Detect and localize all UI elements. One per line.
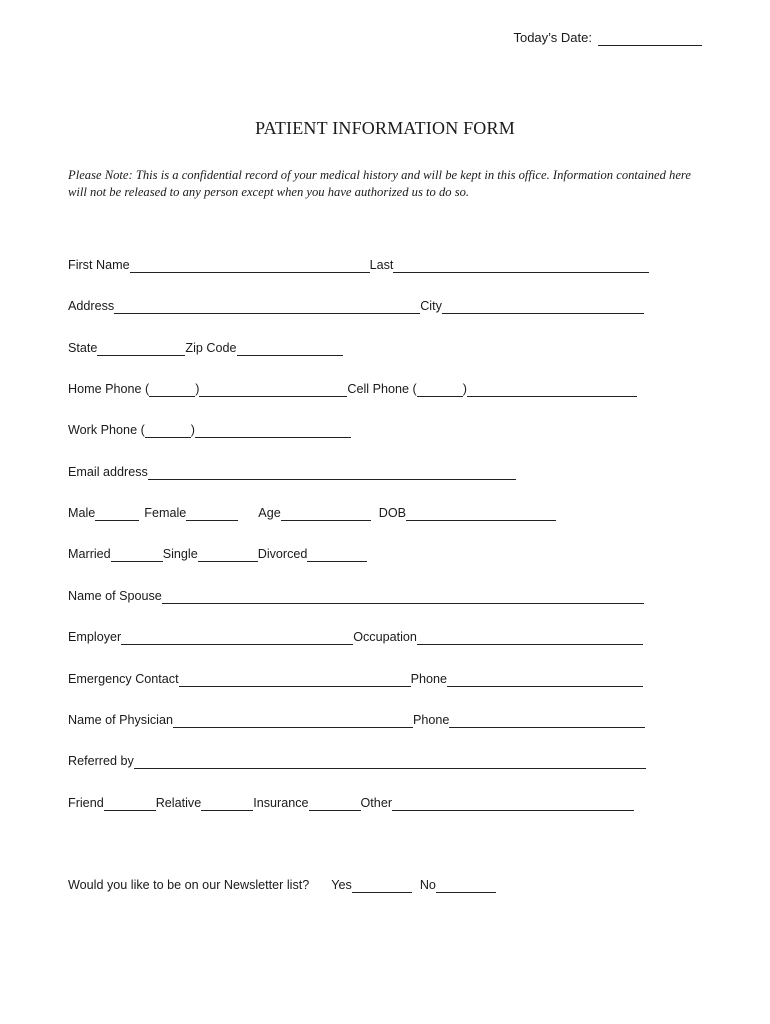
- physician-field[interactable]: [173, 713, 413, 728]
- work-phone-area-code-field[interactable]: [145, 423, 191, 438]
- employer-label: Employer: [68, 630, 122, 644]
- friend-field[interactable]: [104, 796, 156, 811]
- married-field[interactable]: [111, 547, 163, 562]
- friend-label: Friend: [68, 796, 104, 810]
- cell-phone-area-code-field[interactable]: [417, 382, 463, 397]
- zip-code-field[interactable]: [237, 341, 343, 356]
- email-field[interactable]: [148, 465, 516, 480]
- todays-date-field[interactable]: [598, 31, 702, 46]
- todays-date-label: Today’s Date:: [513, 30, 592, 45]
- home-phone-field[interactable]: [199, 382, 347, 397]
- insurance-label: Insurance: [253, 796, 309, 810]
- female-label: Female: [144, 506, 187, 520]
- newsletter-question: Would you like to be on our Newsletter list?: [68, 878, 310, 892]
- first-name-field[interactable]: [130, 258, 370, 273]
- work-phone-row: [68, 420, 351, 438]
- emergency-phone-field[interactable]: [447, 672, 643, 687]
- spouse-field[interactable]: [162, 589, 644, 604]
- divorced-label: Divorced: [257, 547, 308, 561]
- emergency-phone-label: Phone: [410, 672, 448, 686]
- cell-phone-field[interactable]: [467, 382, 637, 397]
- divorced-field[interactable]: [307, 547, 367, 562]
- page-title: PATIENT INFORMATION FORM: [255, 118, 515, 138]
- work-phone-field[interactable]: [195, 423, 351, 438]
- other-label: Other: [360, 796, 393, 810]
- other-field[interactable]: [392, 796, 634, 811]
- city-field[interactable]: [442, 299, 644, 314]
- newsletter-no-label: No: [419, 878, 436, 892]
- address-row: [68, 296, 644, 314]
- occupation-field[interactable]: [417, 630, 643, 645]
- physician-phone-field[interactable]: [449, 713, 645, 728]
- phone-row: [68, 379, 637, 397]
- newsletter-no-field[interactable]: [436, 878, 496, 893]
- zip-code-label: Zip Code: [185, 341, 237, 355]
- home-phone-label: Home Phone (: [68, 382, 150, 396]
- cell-phone-label: Cell Phone (: [347, 382, 417, 396]
- age-label: Age: [258, 506, 281, 520]
- state-field[interactable]: [97, 341, 185, 356]
- dob-label: DOB: [378, 506, 407, 520]
- physician-row: [68, 710, 645, 728]
- spouse-row: [68, 586, 644, 604]
- newsletter-yes-field[interactable]: [352, 878, 412, 893]
- insurance-field[interactable]: [309, 796, 361, 811]
- employer-row: [68, 627, 643, 645]
- relative-label: Relative: [155, 796, 202, 810]
- todays-date-row: [513, 30, 702, 46]
- cell-phone-paren: ): [462, 382, 467, 396]
- gender-age-row: [68, 503, 556, 521]
- confidentiality-note: Please Note: This is a confidential record of your medical history and will be kept in this office. Information contained here will not be released to any person except when you have authorized us to do so.: [68, 168, 691, 199]
- emergency-contact-field[interactable]: [179, 672, 411, 687]
- male-field[interactable]: [95, 506, 139, 521]
- occupation-label: Occupation: [353, 630, 417, 644]
- email-row: [68, 462, 516, 480]
- spouse-label: Name of Spouse: [68, 589, 162, 603]
- home-phone-paren: ): [195, 382, 200, 396]
- relative-field[interactable]: [201, 796, 253, 811]
- female-field[interactable]: [186, 506, 238, 521]
- last-name-field[interactable]: [393, 258, 649, 273]
- last-name-label: Last: [369, 258, 394, 272]
- work-phone-label: Work Phone (: [68, 423, 145, 437]
- address-field[interactable]: [114, 299, 420, 314]
- name-row: [68, 255, 649, 273]
- physician-label: Name of Physician: [68, 713, 173, 727]
- single-field[interactable]: [198, 547, 258, 562]
- physician-phone-label: Phone: [413, 713, 450, 727]
- home-phone-area-code-field[interactable]: [149, 382, 195, 397]
- emergency-contact-label: Emergency Contact: [68, 672, 179, 686]
- address-label: Address: [68, 299, 115, 313]
- male-label: Male: [68, 506, 96, 520]
- emergency-contact-row: [68, 669, 643, 687]
- newsletter-row: [68, 875, 496, 893]
- marital-status-row: [68, 544, 367, 562]
- referred-by-label: Referred by: [68, 754, 134, 768]
- dob-field[interactable]: [406, 506, 556, 521]
- referral-source-row: [68, 793, 634, 811]
- newsletter-yes-label: Yes: [331, 878, 352, 892]
- state-label: State: [68, 341, 98, 355]
- first-name-label: First Name: [68, 258, 130, 272]
- employer-field[interactable]: [121, 630, 353, 645]
- single-label: Single: [162, 547, 198, 561]
- referred-by-field[interactable]: [134, 754, 646, 769]
- referred-by-row: [68, 751, 646, 769]
- married-label: Married: [68, 547, 111, 561]
- work-phone-paren: ): [190, 423, 195, 437]
- state-zip-row: [68, 338, 343, 356]
- age-field[interactable]: [281, 506, 371, 521]
- email-label: Email address: [68, 465, 148, 479]
- city-label: City: [420, 299, 442, 313]
